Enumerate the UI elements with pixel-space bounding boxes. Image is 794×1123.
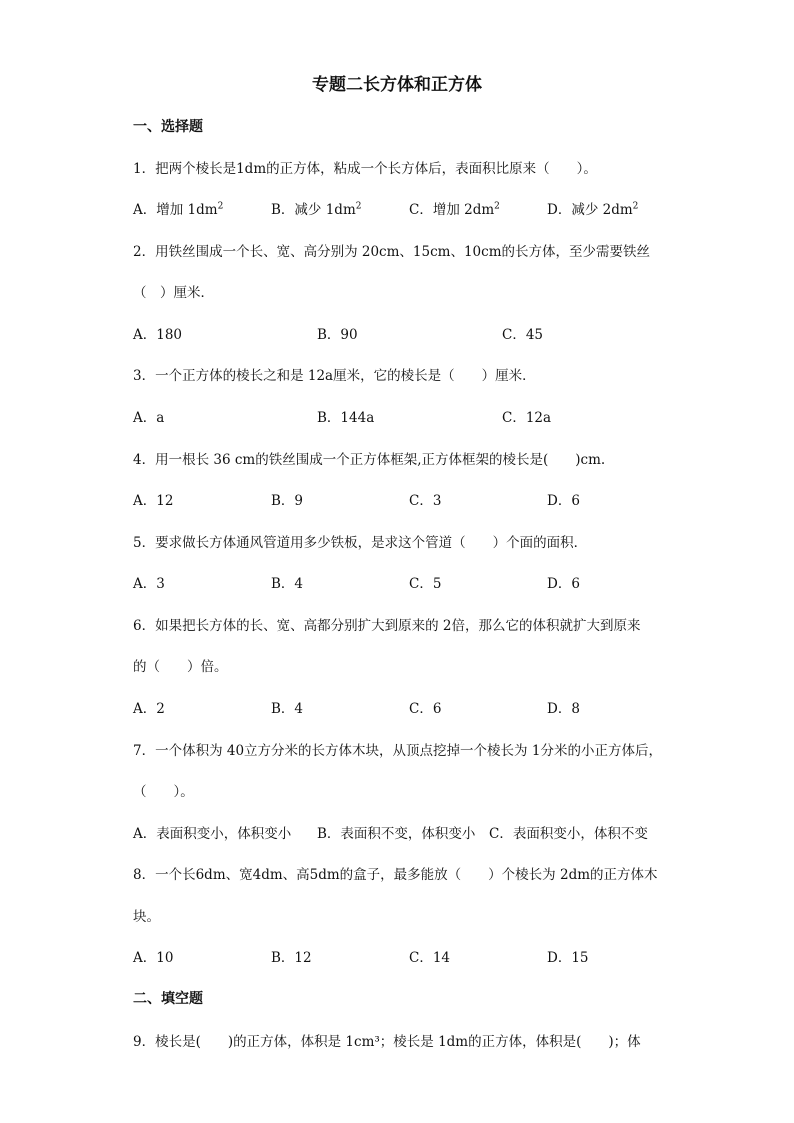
question-8-option-a: A．10 [133,950,174,966]
question-5-option-d: D．6 [547,576,580,592]
question-7-option-b: B．表面积不变，体积变小 [317,826,476,842]
section-heading-choice: 一、选择题 [133,119,203,135]
question-7-stem-line1: 7．一个体积为 40立方分米的长方体木块，从顶点挖掉一个棱长为 1分米的小正方体后， [133,743,662,759]
question-7-stem-line2: （ ）。 [133,784,194,800]
question-7-option-c: C．表面积变小，体积不变 [489,826,648,842]
question-3-stem: 3．一个正方体的棱长之和是 12a厘米，它的棱长是（ ）厘米． [133,368,536,384]
question-9-stem: 9．棱长是( )的正方体，体积是 1cm³；棱长是 1dm的正方体，体积是( )；体 [133,1034,641,1050]
question-8-stem-line2: 块。 [133,909,160,925]
question-7-option-a: A．表面积变小，体积变小 [133,826,292,842]
question-6-stem-line2: 的（ ）倍。 [133,659,228,675]
question-6-option-a: A．2 [133,701,165,717]
question-4-option-c: C．3 [409,493,442,509]
question-2-option-a: A．180 [133,327,183,343]
question-1-stem: 1．把两个棱长是1dm的正方体，粘成一个长方体后，表面积比原来（ ）。 [133,161,597,177]
question-3-option-b: B．144a [317,410,375,426]
page-title: 专题二长方体和正方体 [312,75,482,95]
question-6-option-d: D．8 [547,701,580,717]
question-2-option-b: B．90 [317,327,358,343]
question-6-stem-line1: 6．如果把长方体的长、宽、高都分别扩大到原来的 2倍，那么它的体积就扩大到原来 [133,618,641,634]
section-heading-fill: 二、填空题 [133,991,203,1007]
question-5-option-b: B．4 [271,576,304,592]
question-5-option-c: C．5 [409,576,442,592]
question-1-option-a: A．增加 $1dm^2$ [133,201,224,218]
question-4-option-a: A．12 [133,493,174,509]
question-8-stem-line1: 8．一个长6dm、宽4dm、高5dm的盒子，最多能放（ ）个棱长为 2dm的正方体木 [133,867,658,883]
question-8-option-b: B．12 [271,950,312,966]
question-2-stem-line2: （ ）厘米． [133,285,214,301]
question-1-option-b: B．减少 $1dm^2$ [271,201,362,218]
question-1-option-d: D．减少 $2dm^2$ [547,201,639,218]
question-3-option-c: C．12a [502,410,552,426]
question-6-option-b: B．4 [271,701,304,717]
question-6-option-c: C．6 [409,701,442,717]
question-4-stem: 4．用一根长 36 cm的铁丝围成一个正方体框架,正方体框架的棱长是( )cm. [133,452,606,468]
question-8-option-d: D．15 [547,950,589,966]
question-5-stem: 5．要求做长方体通风管道用多少铁板，是求这个管道（ ）个面的面积． [133,535,588,551]
question-1-option-c: C．增加 $2dm^2$ [409,201,500,218]
question-4-option-b: B．9 [271,493,304,509]
question-4-option-d: D．6 [547,493,580,509]
question-8-option-c: C．14 [409,950,451,966]
question-2-option-c: C．45 [502,327,544,343]
question-3-option-a: A．a [133,410,165,426]
question-2-stem-line1: 2．用铁丝围成一个长、宽、高分别为 20cm、15cm、10cm的长方体，至少需要铁丝 [133,244,651,260]
question-5-option-a: A．3 [133,576,165,592]
